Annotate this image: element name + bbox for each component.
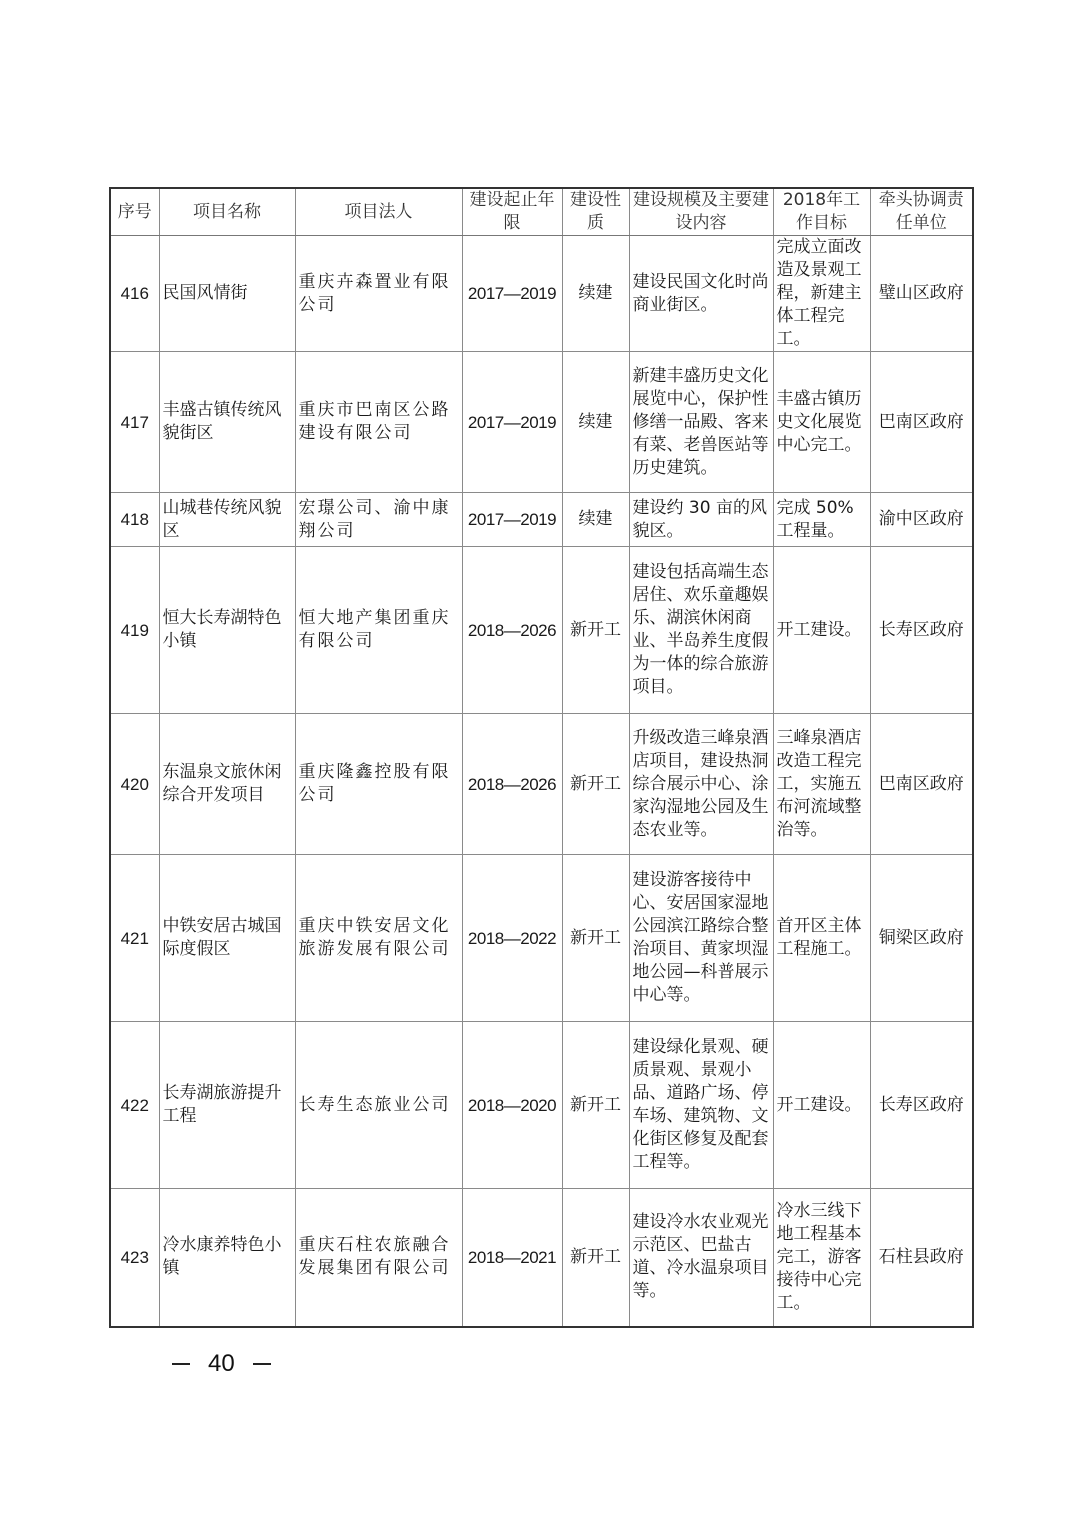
header-owner: 项目法人 (295, 188, 462, 236)
table-row (110, 1189, 973, 1327)
cell-goal: 冷水三线下地工程基本完工，游客接待中心完工。 (773, 1189, 870, 1327)
cell-period: 2017—2019 (462, 236, 562, 352)
cell-period: 2018—2026 (462, 714, 562, 855)
cell-name: 山城巷传统风貌区 (159, 493, 295, 547)
cell-period: 2018—2022 (462, 855, 562, 1022)
cell-num: 418 (110, 493, 159, 547)
cell-num: 421 (110, 855, 159, 1022)
header-type: 建设性质 (562, 188, 629, 236)
cell-goal: 完成 50%工程量。 (773, 493, 870, 547)
cell-period: 2018—2026 (462, 547, 562, 714)
header-dept: 牵头协调责任单位 (870, 188, 973, 236)
cell-dept: 璧山区政府 (870, 236, 973, 352)
page-number-text: 40 (208, 1350, 235, 1377)
cell-num: 422 (110, 1022, 159, 1189)
cell-scope: 建设约 30 亩的风貌区。 (629, 493, 773, 547)
table-row (110, 1022, 973, 1189)
cell-period: 2017—2019 (462, 352, 562, 493)
cell-owner: 长寿生态旅业公司 (295, 1022, 462, 1189)
cell-dept: 石柱县政府 (870, 1189, 973, 1327)
cell-name: 冷水康养特色小镇 (159, 1189, 295, 1327)
cell-goal: 开工建设。 (773, 1022, 870, 1189)
cell-goal: 开工建设。 (773, 547, 870, 714)
cell-name: 恒大长寿湖特色小镇 (159, 547, 295, 714)
cell-type: 新开工 (562, 1189, 629, 1327)
table-header-row (110, 188, 973, 236)
cell-dept: 长寿区政府 (870, 1022, 973, 1189)
cell-dept: 渝中区政府 (870, 493, 973, 547)
cell-scope: 建设民国文化时尚商业街区。 (629, 236, 773, 352)
cell-name: 长寿湖旅游提升工程 (159, 1022, 295, 1189)
header-goal: 2018年工作目标 (773, 188, 870, 236)
cell-type: 新开工 (562, 855, 629, 1022)
header-period: 建设起止年限 (462, 188, 562, 236)
cell-num: 416 (110, 236, 159, 352)
dash-left (172, 1363, 190, 1365)
page-number (172, 1350, 271, 1378)
cell-owner: 重庆中铁安居文化旅游发展有限公司 (295, 855, 462, 1022)
cell-owner: 重庆市巴南区公路建设有限公司 (295, 352, 462, 493)
cell-dept: 巴南区政府 (870, 352, 973, 493)
cell-type: 续建 (562, 493, 629, 547)
cell-scope: 建设游客接待中心、安居国家湿地公园滨江路综合整治项目、黄家坝湿地公园—科普展示中心等。 (629, 855, 773, 1022)
cell-num: 417 (110, 352, 159, 493)
cell-owner: 重庆石柱农旅融合发展集团有限公司 (295, 1189, 462, 1327)
cell-period: 2018—2020 (462, 1022, 562, 1189)
header-name: 项目名称 (159, 188, 295, 236)
cell-dept: 长寿区政府 (870, 547, 973, 714)
cell-owner: 宏璟公司、渝中康翔公司 (295, 493, 462, 547)
cell-type: 新开工 (562, 1022, 629, 1189)
dash-right (253, 1363, 271, 1365)
cell-owner: 恒大地产集团重庆有限公司 (295, 547, 462, 714)
cell-owner: 重庆卉森置业有限公司 (295, 236, 462, 352)
cell-owner: 重庆隆鑫控股有限公司 (295, 714, 462, 855)
cell-scope: 建设包括高端生态居住、欢乐童趣娱乐、湖滨休闲商业、半岛养生度假为一体的综合旅游项目。 (629, 547, 773, 714)
table-row (110, 236, 973, 352)
header-num: 序号 (110, 188, 159, 236)
cell-goal: 完成立面改造及景观工程，新建主体工程完工。 (773, 236, 870, 352)
cell-type: 续建 (562, 236, 629, 352)
table-row (110, 352, 973, 493)
cell-name: 中铁安居古城国际度假区 (159, 855, 295, 1022)
cell-num: 420 (110, 714, 159, 855)
projects-table (109, 187, 974, 1328)
cell-num: 423 (110, 1189, 159, 1327)
cell-scope: 新建丰盛历史文化展览中心，保护性修缮一品殿、客来有菜、老兽医站等历史建筑。 (629, 352, 773, 493)
cell-type: 新开工 (562, 547, 629, 714)
cell-dept: 铜梁区政府 (870, 855, 973, 1022)
cell-goal: 首开区主体工程施工。 (773, 855, 870, 1022)
table-row (110, 855, 973, 1022)
cell-scope: 建设冷水农业观光示范区、巴盐古道、冷水温泉项目等。 (629, 1189, 773, 1327)
cell-type: 新开工 (562, 714, 629, 855)
cell-num: 419 (110, 547, 159, 714)
cell-name: 东温泉文旅休闲综合开发项目 (159, 714, 295, 855)
cell-goal: 三峰泉酒店改造工程完工，实施五布河流域整治等。 (773, 714, 870, 855)
cell-scope: 升级改造三峰泉酒店项目，建设热洞综合展示中心、涂家沟湿地公园及生态农业等。 (629, 714, 773, 855)
table-row (110, 493, 973, 547)
cell-name: 丰盛古镇传统风貌街区 (159, 352, 295, 493)
cell-name: 民国风情街 (159, 236, 295, 352)
header-scope: 建设规模及主要建设内容 (629, 188, 773, 236)
table-row (110, 547, 973, 714)
cell-dept: 巴南区政府 (870, 714, 973, 855)
cell-type: 续建 (562, 352, 629, 493)
cell-period: 2018—2021 (462, 1189, 562, 1327)
table-row (110, 714, 973, 855)
cell-goal: 丰盛古镇历史文化展览中心完工。 (773, 352, 870, 493)
cell-scope: 建设绿化景观、硬质景观、景观小品、道路广场、停车场、建筑物、文化街区修复及配套工程等。 (629, 1022, 773, 1189)
cell-period: 2017—2019 (462, 493, 562, 547)
